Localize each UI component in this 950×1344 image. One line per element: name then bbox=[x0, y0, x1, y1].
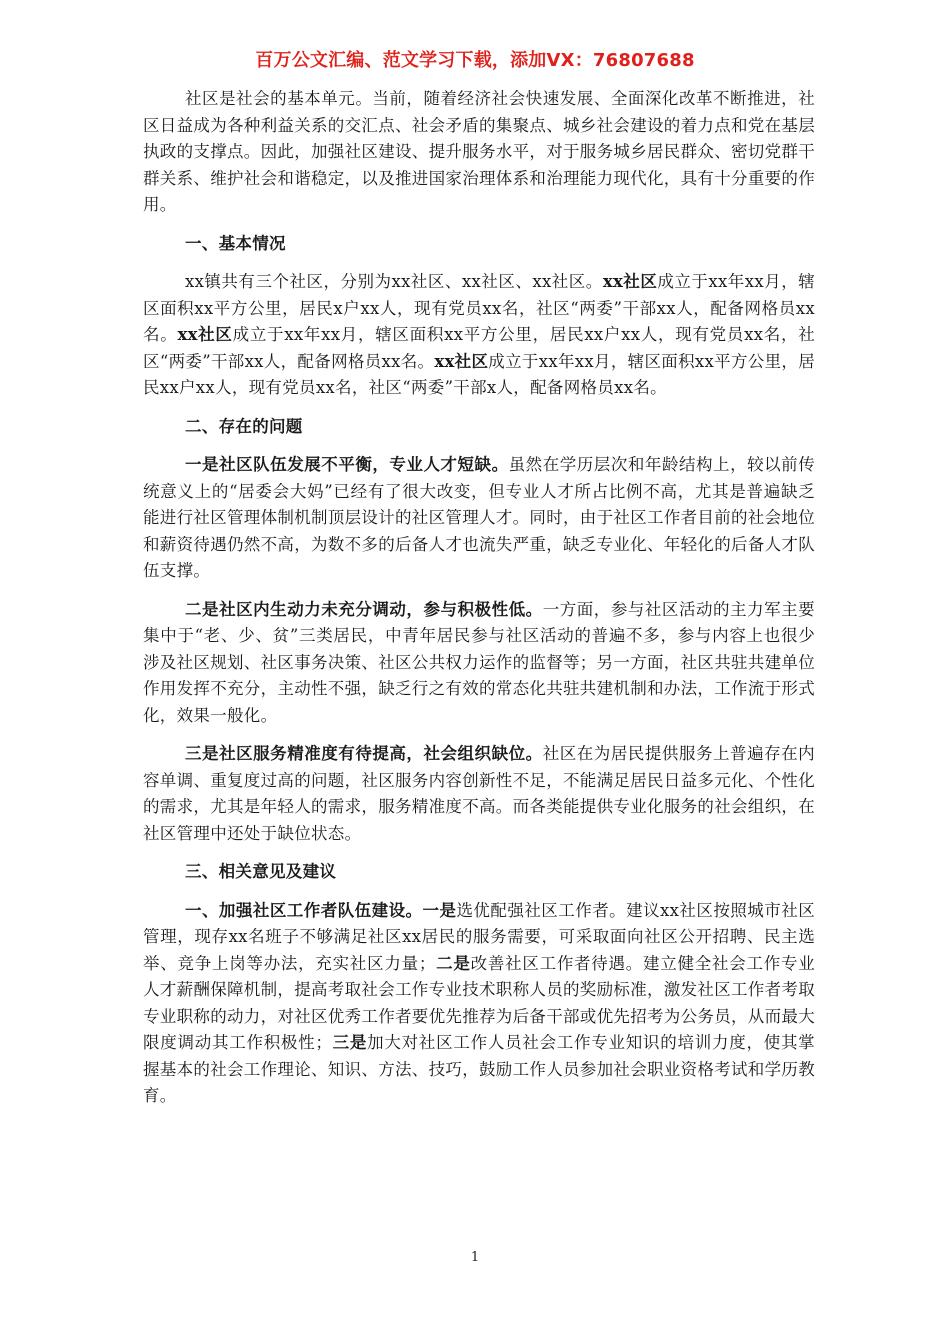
basic-situation-intro: xx镇共有三个社区，分别为xx社区、xx社区、xx社区。 bbox=[185, 272, 603, 291]
problem-text-1: 虽然在学历层次和年龄结构上，较以前传统意义上的“居委会大妈”已经有了很大改变，但专业人才所占比例不高，尤其是普遍缺乏能进行社区管理体制机制顶层设计的社区管理人才。同时，由于社区工作者目前的社会地位和薪资待遇仍然不高，为数不多的后备人才也流失严重，缺乏专业化、年轻化的后备人才队伍支撑。 bbox=[143, 455, 816, 580]
community-name-2: xx社区 bbox=[177, 325, 233, 344]
suggestion-sub-text-1: 选优配强社区工作者。建议xx社区按照城市社区管理，现存xx名班子不够满足社区xx居民的服务需要，可采取面向社区公开招聘、民主选举、竞争上岗等办法，充实社区力量； bbox=[143, 900, 815, 973]
community-desc-1: 成立于xx年xx月，辖区面积xx平方公里，居民x户xx人，现有党员xx名，社区“两委”干部xx人，配备网格员xx名。 bbox=[143, 272, 816, 344]
suggestion-sub-lead-2: 二是 bbox=[435, 953, 471, 973]
problem-lead-2: 二是社区内生动力未充分调动，参与积极性低。 bbox=[185, 599, 543, 619]
suggestion-sub-text-2: 改善社区工作者待遇。建立健全社会工作专业人才薪酬保障机制，提高考取社会工作专业技术职称人员的奖励标准，激发社区工作者考取专业职称的动力，对社区优秀工作者要优先推荐为后备干部或优先招考为公务员，从而最大限度调动其工作积极性； bbox=[143, 953, 815, 1052]
problem-paragraph-3 bbox=[143, 741, 815, 847]
suggestion-lead-1: 一、加强社区工作者队伍建设。 bbox=[185, 900, 423, 920]
suggestion-sub-text-3: 加大对社区工作人员社会工作专业知识的培训力度，使其掌握基本的社会工作理论、知识、方法、技巧，鼓励工作人员参加社会职业资格考试和学历教育。 bbox=[143, 1033, 815, 1105]
document-body bbox=[143, 86, 815, 1110]
problem-text-2: 一方面，参与社区活动的主力军主要集中于“老、少、贫”三类居民，中青年居民参与社区活动的普遍不多，参与内容上也很少涉及社区规划、社区事务决策、社区公共权力运作的监督等；另一方面，社区共驻共建单位作用发挥不充分，主动性不强，缺乏行之有效的常态化共驻共建机制和办法，工作流于形式化，效果一般化。 bbox=[143, 599, 815, 725]
problem-lead-3: 三是社区服务精准度有待提高，社会组织缺位。 bbox=[185, 744, 543, 763]
community-desc-2: 成立于xx年xx月，辖区面积xx平方公里，居民xx户xx人，现有党员xx名，社区“两委”干部xx人，配备网格员xx名。 bbox=[143, 325, 816, 371]
page-number: 1 bbox=[470, 1250, 480, 1265]
problem-lead-1: 一是社区队伍发展不平衡，专业人才短缺。 bbox=[185, 455, 509, 474]
problem-paragraph-2 bbox=[143, 597, 815, 730]
community-name-3: xx社区 bbox=[434, 351, 489, 371]
community-name-1: xx社区 bbox=[602, 272, 658, 291]
suggestion-sub-lead-3: 三是 bbox=[332, 1033, 368, 1052]
watermark-banner: 百万公文汇编、范文学习下载，添加VX：76807688 bbox=[255, 50, 695, 71]
section-heading-basic-situation: 一、基本情况 bbox=[185, 233, 286, 253]
community-desc-3: 成立于xx年xx月，辖区面积xx平方公里，居民xx户xx人，现有党员xx名，社区“两委”干部x人，配备网格员xx名。 bbox=[143, 351, 816, 397]
intro-paragraph: 社区是社会的基本单元。当前，随着经济社会快速发展、全面深化改革不断推进，社区日益成为各种利益关系的交汇点、社会矛盾的集聚点、城乡社会建设的着力点和党在基层执政的支撑点。因此，加强社区建设、提升服务水平，对于服务城乡居民群众、密切党群干群关系、维护社会和谐稳定，以及推进国家治理体系和治理能力现代化，具有十分重要的作用。 bbox=[143, 89, 815, 214]
suggestion-paragraph-1 bbox=[143, 898, 815, 1110]
basic-situation-paragraph bbox=[143, 269, 815, 402]
section-heading-problems: 二、存在的问题 bbox=[185, 416, 303, 436]
section-heading-suggestions: 三、相关意见及建议 bbox=[185, 862, 337, 881]
problem-text-3: 社区在为居民提供服务上普遍存在内容单调、重复度过高的问题，社区服务内容创新性不足，不能满足居民日益多元化、个性化的需求，尤其是年轻人的需求，服务精准度不高。而各类能提供专业化服务的社会组织，在社区管理中还处于缺位状态。 bbox=[143, 744, 815, 843]
problem-paragraph-1 bbox=[143, 452, 815, 585]
suggestion-sub-lead-1: 一是 bbox=[422, 900, 457, 920]
